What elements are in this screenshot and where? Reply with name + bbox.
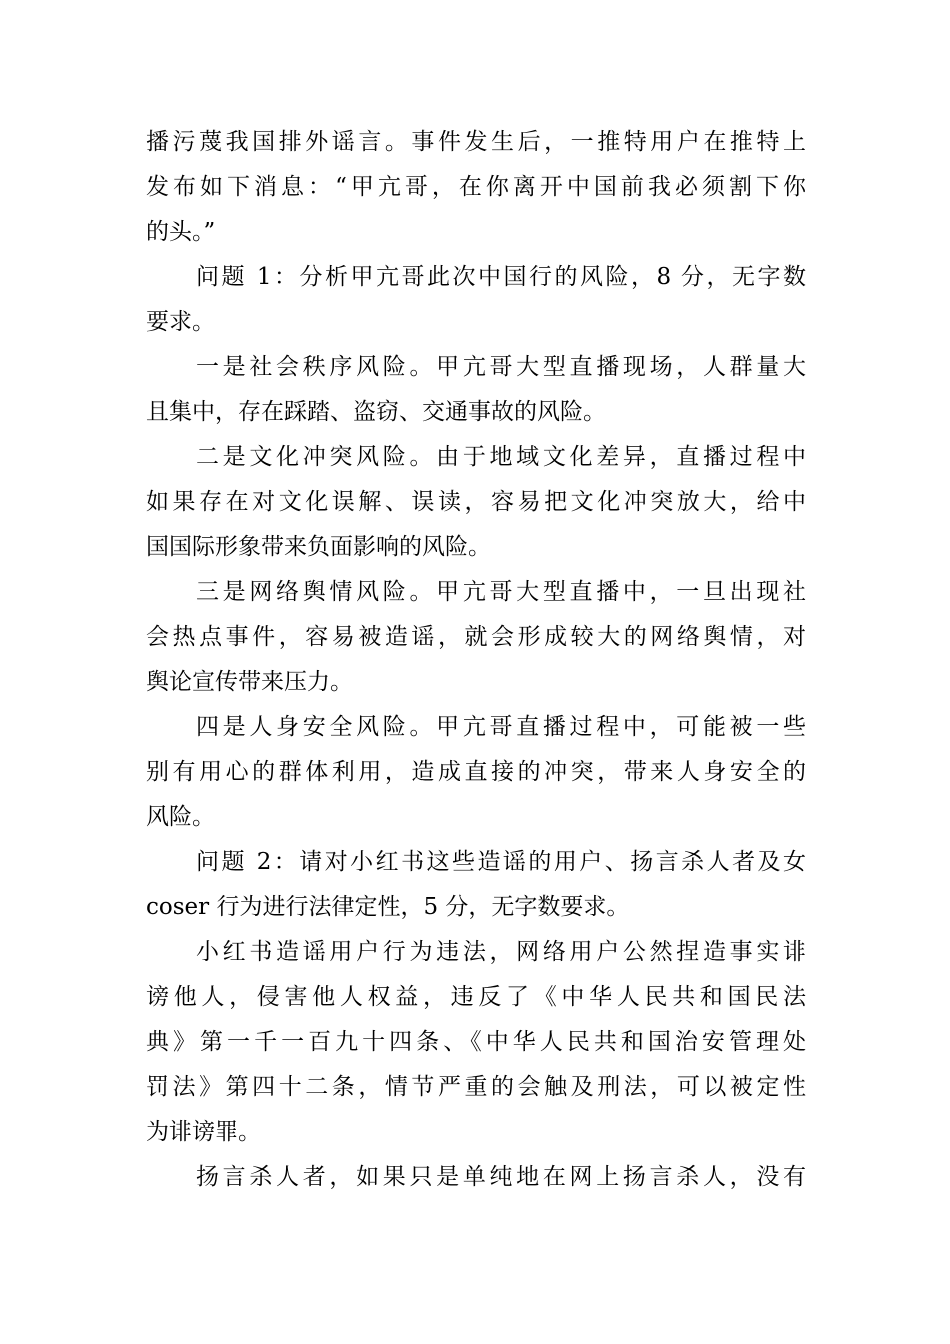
text-line: 且集中，存在踩踏、盗窃、交通事故的风险。 <box>146 399 606 425</box>
paragraph-line: 一是社会秩序风险。甲亢哥大型直播现场，人群量大 <box>196 354 806 380</box>
text-line: 会热点事件，容易被造谣，就会形成较大的网络舆情，对 <box>146 624 806 650</box>
paragraph-line: 三是网络舆情风险。甲亢哥大型直播中，一旦出现社 <box>196 579 806 605</box>
text-line: 要求。 <box>146 309 215 335</box>
paragraph-line: 四是人身安全风险。甲亢哥直播过程中，可能被一些 <box>196 714 806 740</box>
paragraph-line: 扬言杀人者，如果只是单纯地在网上扬言杀人，没有 <box>196 1164 806 1190</box>
text-line: 谤他人，侵害他人权益，违反了《中华人民共和国民法 <box>146 984 806 1010</box>
text-line: 典》第一千一百九十四条、《中华人民共和国治安管理处 <box>146 1029 806 1055</box>
text-line: 国国际形象带来负面影响的风险。 <box>146 534 491 560</box>
text-line: coser 行为进行法律定性，5 分，无字数要求。 <box>146 894 630 920</box>
text-line: 发布如下消息：“甲亢哥，在你离开中国前我必须割下你 <box>146 174 806 200</box>
text-line: 风险。 <box>146 804 215 830</box>
text-line: 舆论宣传带来压力。 <box>146 669 353 695</box>
paragraph-line: 二是文化冲突风险。由于地域文化差异，直播过程中 <box>196 444 806 470</box>
question-2-heading: 问题 2：请对小红书这些造谣的用户、扬言杀人者及女 <box>196 849 806 875</box>
text-line: 如果存在对文化误解、误读，容易把文化冲突放大，给中 <box>146 489 806 515</box>
text-line: 播污蔑我国排外谣言。事件发生后，一推特用户在推特上 <box>146 129 806 155</box>
question-1-heading: 问题 1：分析甲亢哥此次中国行的风险，8 分，无字数 <box>196 264 806 290</box>
text-line: 别有用心的群体利用，造成直接的冲突，带来人身安全的 <box>146 759 806 785</box>
paragraph-line: 小红书造谣用户行为违法，网络用户公然捏造事实诽 <box>196 939 806 965</box>
text-line: 的头。” <box>146 219 216 245</box>
text-line: 为诽谤罪。 <box>146 1119 261 1145</box>
text-line: 罚法》第四十二条，情节严重的会触及刑法，可以被定性 <box>146 1074 806 1100</box>
